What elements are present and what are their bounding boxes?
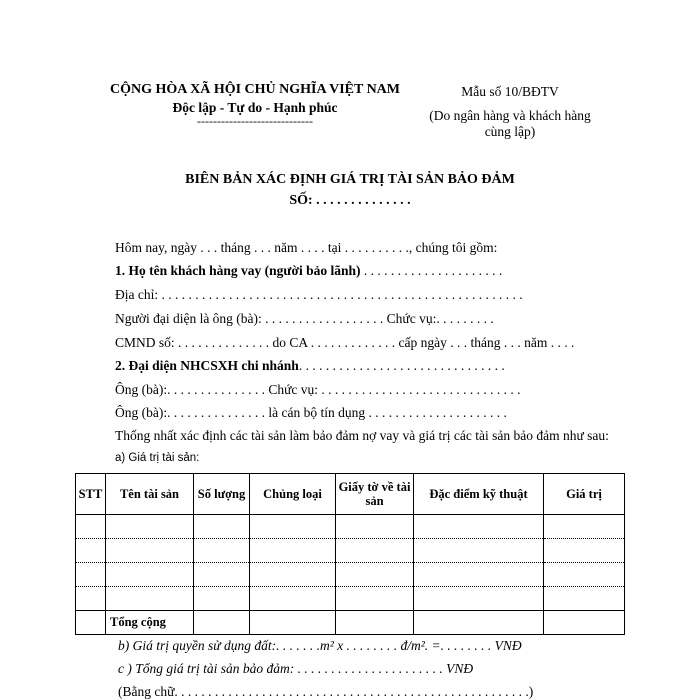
table-cell[interactable] <box>336 515 414 539</box>
intro-line: Hôm nay, ngày . . . tháng . . . năm . . . . tại . . . . . . . . . ., chúng tôi gồm: <box>115 240 498 255</box>
table-cell[interactable] <box>194 611 250 635</box>
table-cell[interactable] <box>544 587 625 611</box>
agreement-line: Thống nhất xác định các tài sản làm bảo đảm nợ vay và giá trị các tài sản bảo đảm như sau: <box>115 428 609 443</box>
section2-line <box>115 358 505 374</box>
table-cell[interactable] <box>106 563 194 587</box>
table-row <box>76 587 625 611</box>
table-cell[interactable] <box>194 539 250 563</box>
table-cell[interactable] <box>336 587 414 611</box>
table-cell[interactable] <box>250 587 336 611</box>
table-cell[interactable] <box>76 563 106 587</box>
total-label: Tổng cộng <box>106 611 194 635</box>
table-cell[interactable] <box>250 611 336 635</box>
table-cell[interactable] <box>106 539 194 563</box>
table-cell[interactable] <box>106 515 194 539</box>
table-cell[interactable] <box>336 539 414 563</box>
table-cell[interactable] <box>544 515 625 539</box>
form-number: Mẫu số 10/BĐTV <box>461 84 559 99</box>
document-number: SỐ: . . . . . . . . . . . . . . <box>289 193 411 208</box>
table-cell[interactable] <box>414 515 544 539</box>
section2-title: 2. Đại diện NHCSXH chi nhánh <box>115 358 299 373</box>
form-note-line1: (Do ngân hàng và khách hàng <box>429 108 591 123</box>
table-row <box>76 539 625 563</box>
section1-line <box>115 263 502 279</box>
table-row <box>76 515 625 539</box>
col-header-asset-name: Tên tài sản <box>106 474 194 515</box>
table-cell[interactable] <box>194 563 250 587</box>
table-cell[interactable] <box>414 539 544 563</box>
national-motto: Độc lập - Tự do - Hạnh phúc <box>172 100 338 115</box>
representative-line: Người đại diện là ông (bà): . . . . . . . . . . . . . . . . . . Chức vụ:. . . . . . . . . <box>115 311 494 326</box>
table-cell[interactable] <box>414 587 544 611</box>
land-value-line: b) Giá trị quyền sử dụng đất:. . . . . . .m² x . . . . . . . . đ/m². =. . . . . . . . VNĐ <box>118 638 522 653</box>
table-cell[interactable] <box>544 539 625 563</box>
country-name: CỘNG HÒA XÃ HỘI CHỦ NGHĨA VIỆT NAM <box>109 82 400 97</box>
col-header-quantity: Số lượng <box>194 474 250 515</box>
table-cell[interactable] <box>336 611 414 635</box>
amount-in-words-line: (Bằng chữ. . . . . . . . . . . . . . . . . . . . . . . . . . . . . . . . . . . . . . . . . . . . . . . . . . . . .) <box>118 684 534 699</box>
col-header-stt: STT <box>76 474 106 515</box>
table-cell[interactable] <box>414 563 544 587</box>
col-header-specs: Đặc điểm kỹ thuật <box>414 474 544 515</box>
col-header-documents: Giấy tờ về tài sản <box>336 474 414 515</box>
col-header-type: Chủng loại <box>250 474 336 515</box>
table-cell[interactable] <box>250 539 336 563</box>
person2-line: Ông (bà):. . . . . . . . . . . . . . . là cán bộ tín dụng . . . . . . . . . . . . . . . . . . . . . <box>115 405 507 420</box>
table-cell[interactable] <box>76 587 106 611</box>
table-cell[interactable] <box>336 563 414 587</box>
total-value-line: c ) Tổng giá trị tài sản bảo đảm: . . . . . . . . . . . . . . . . . . . . . . VNĐ <box>118 661 474 676</box>
section1-title: 1. Họ tên khách hàng vay (người bảo lãnh) <box>115 263 361 278</box>
table-total-row <box>76 611 625 635</box>
table-cell <box>76 611 106 635</box>
table-cell[interactable] <box>76 515 106 539</box>
table-cell[interactable] <box>544 563 625 587</box>
table-cell[interactable] <box>194 515 250 539</box>
table-cell[interactable] <box>544 611 625 635</box>
table-cell[interactable] <box>250 515 336 539</box>
person1-line: Ông (bà):. . . . . . . . . . . . . . . Chức vụ: . . . . . . . . . . . . . . . . . . . . . . . . . . . . . . <box>115 382 521 397</box>
table-cell[interactable] <box>250 563 336 587</box>
document-title: BIÊN BẢN XÁC ĐỊNH GIÁ TRỊ TÀI SẢN BẢO ĐẢM <box>185 172 515 187</box>
motto-rule: ----------------------------- <box>197 114 313 128</box>
col-header-value: Giá trị <box>544 474 625 515</box>
table-cell[interactable] <box>106 587 194 611</box>
table-header-row <box>76 474 625 515</box>
asset-table <box>75 473 625 635</box>
id-card-line: CMND số: . . . . . . . . . . . . . . do CA . . . . . . . . . . . . . cấp ngày . . . tháng . . . năm . . . . <box>115 335 575 350</box>
table-row <box>76 563 625 587</box>
section2-dots: . . . . . . . . . . . . . . . . . . . . . . . . . . . . . . . <box>298 358 505 373</box>
table-cell[interactable] <box>414 611 544 635</box>
subsection-a: a) Giá trị tài sản: <box>115 452 200 464</box>
table-cell[interactable] <box>76 539 106 563</box>
address-line: Địa chỉ: . . . . . . . . . . . . . . . . . . . . . . . . . . . . . . . . . . . . . . . . . . . . . . . . . . . . . . <box>115 287 523 302</box>
form-note-line2: cùng lập) <box>484 124 536 139</box>
table-cell[interactable] <box>194 587 250 611</box>
section1-dots: . . . . . . . . . . . . . . . . . . . . . <box>360 263 503 278</box>
